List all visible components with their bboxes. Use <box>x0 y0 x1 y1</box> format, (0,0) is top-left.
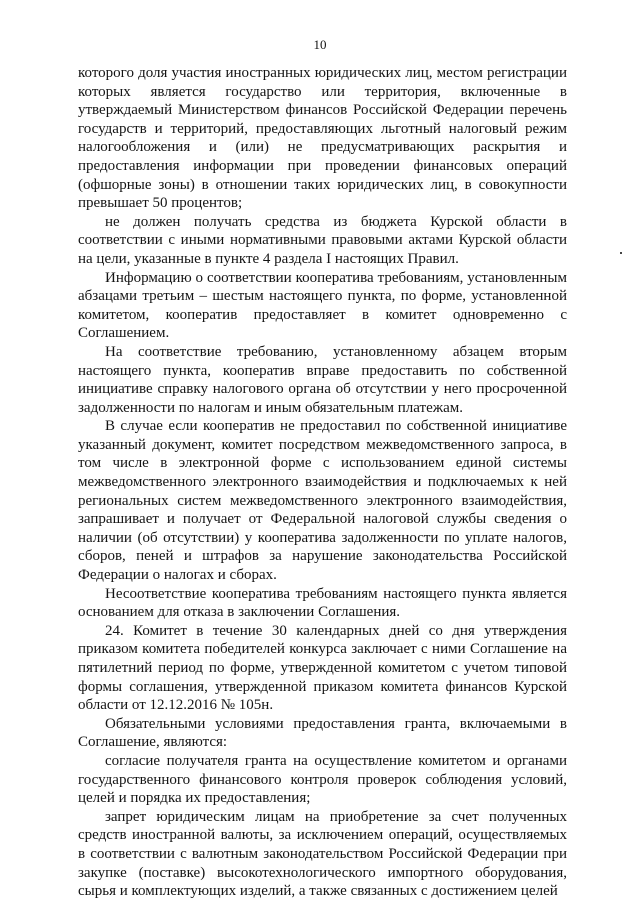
paragraph-budget-funds: не должен получать средства из бюджета Курской области в соответствии с иными нормативными правовыми актами Курской области на цели, указанные в пункте 4 раздела I настоящих Правил. <box>78 213 567 267</box>
paragraph-compliance-info: Информацию о соответствии кооператива требованиям, установленным абзацами третьим – шестым настоящего пункта, по форме, установленной комитетом, кооператив предоставляет в комитет одновременно с Соглашением. <box>78 269 567 342</box>
paragraph-mandatory-conditions: Обязательными условиями предоставления гранта, включаемыми в Соглашение, являются: <box>78 715 567 751</box>
paragraph-tax-certificate: На соответствие требованию, установленному абзацем вторым настоящего пункта, кооператив вправе предоставить по собственной инициативе справку налогового органа об отсутствии у него просроченной задолженности по налогам и иным обязательным платежам. <box>78 343 567 416</box>
paragraph-audit-consent: согласие получателя гранта на осуществление комитетом и органами государственного финансового контроля проверок соблюдения условий, целей и порядка их предоставления; <box>78 752 567 807</box>
page-number: 10 <box>313 37 327 52</box>
scan-speck <box>620 252 622 254</box>
paragraph-currency-ban: запрет юридическим лицам на приобретение за счет полученных средств иностранной валюты, за исключением операций, осуществляемых в соответствии с валютным законодательством Российской Федерации при закупке (поставке) высокотехнологического импортного оборудования, сырья и комплектующих изделий, а также связанных с достижением целей <box>78 808 567 900</box>
document-body <box>78 64 567 901</box>
paragraph-refusal-grounds: Несоответствие кооператива требованиям настоящего пункта является основанием для отказа в заключении Соглашения. <box>78 585 567 621</box>
paragraph-continuation: которого доля участия иностранных юридических лиц, местом регистрации которых является государство или территория, включенные в утверждаемый Министерством финансов Российской Федерации перечень государств и территорий, предоставляющих льготный налоговый режим налогообложения и (или) не предусматривающих раскрытия и предоставления информации при проведении финансовых операций (офшорные зоны) в отношении таких юридических лиц, в совокупности превышает 50 процентов; <box>78 65 567 212</box>
paragraph-item-24: 24. Комитет в течение 30 календарных дней со дня утверждения приказом комитета победителей конкурса заключает с ними Соглашение на пятилетний период по форме, утвержденной комитетом с учетом типовой формы соглашения, утвержденной приказом комитета финансов Курской области от 12.12.2016 № 105н. <box>78 622 567 714</box>
paragraph-interagency-request: В случае если кооператив не предоставил по собственной инициативе указанный документ, комитет посредством межведомственного запроса, в том числе в электронной форме с использованием единой системы межведомственного электронного взаимодействия и подключаемых к ней региональных систем межведомственного электронного взаимодействия, запрашивает и получает от Федеральной налоговой службы сведения о наличии (об отсутствии) у кооператива задолженности по уплате налогов, сборов, пеней и штрафов за нарушение законодательства Российской Федерации о налогах и сборах. <box>78 418 567 584</box>
